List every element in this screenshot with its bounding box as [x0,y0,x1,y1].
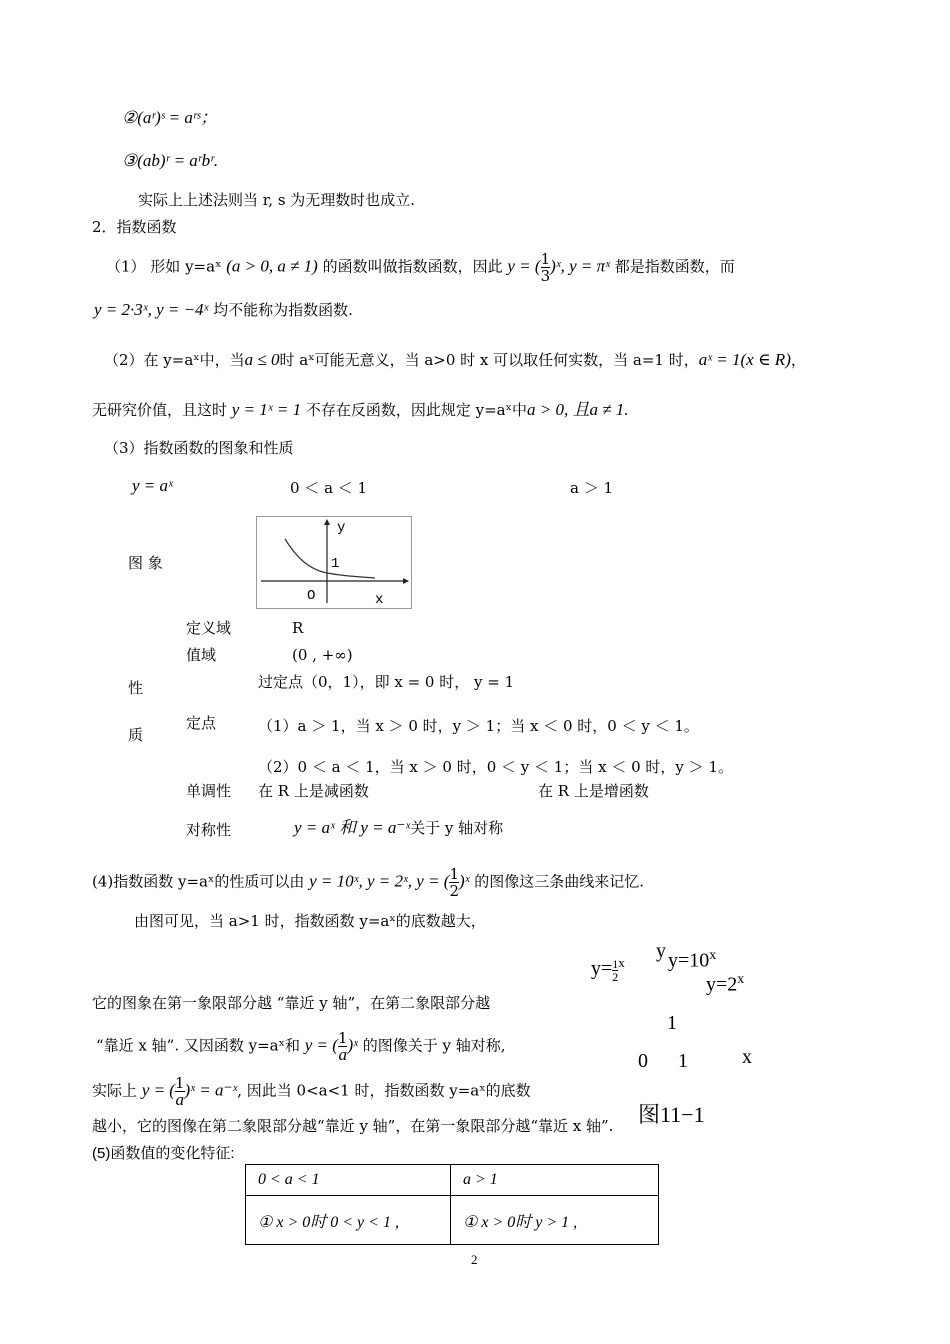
para-1-line-1: （1） 形如 y=aˣ (a > 0, a ≠ 1) 的函数叫做指数函数，因此 y = ( $\frac{1}{3}$ )ˣ, y = πˣ 都是指数函数，而 [106,250,735,285]
sec4-line-6: 越小，它的图像在第二象限部分越“靠近 y 轴”，在第一象限部分越“靠近 x 轴”. [92,1117,614,1135]
fig-label-half: y= $\frac{1}{2}$ $^x$ [591,955,625,984]
fig-label-one-x: 1 [678,1050,688,1072]
prop-header-c2: a ＞ 1 [570,479,614,497]
range-value: (0 , +∞) [292,646,353,664]
table-header-c1: 0 < a < 1 [246,1165,451,1196]
rule-note: 实际上上述法则当 r, s 为无理数时也成立. [138,191,416,209]
graph-x-label: x [375,592,384,608]
decay-graph-svg [257,517,411,608]
graph-image [256,516,412,609]
mono-c1: 在 R 上是减函数 [258,782,369,800]
domain-value: R [292,619,304,637]
fig-caption: 图11−1 [638,1102,705,1127]
sec4-line-3: 它的图象在第一象限部分越 “靠近 y 轴”，在第二象限部分越 [92,994,491,1012]
prop-header-c1: 0 ＜ a ＜ 1 [290,479,368,497]
prop-header-func: y = aˣ [132,476,173,495]
page-number: 2 [471,1252,478,1267]
fig-label-x: x [742,1046,752,1068]
sec5-heading: (5)函数值的变化特征: [92,1145,235,1162]
fig-label-one: 1 [667,1012,677,1034]
sec4-line-5: 实际上 y = ( $\frac{1}{a}$ )ˣ = a⁻ˣ, 因此当 0<a<1 时，指数函数 y=aˣ的底数 [92,1074,531,1109]
para-1-line-2: y = 2·3ˣ, y = −4ˣ 均不能称为指数函数. [94,300,353,319]
fig-label-y: y [656,940,666,962]
prop-label-1: 性 [128,679,144,697]
rule-3: ③(ab)ʳ = aʳbʳ. [122,151,219,170]
fig-label-2x: $y=2^x$ [706,972,745,996]
value-change-table [245,1164,659,1245]
graph-label: 图 象 [128,554,163,572]
graph-y-label: y [337,520,346,536]
table-cell-r1c1: ① x > 0时 0 < y < 1 , [246,1196,451,1245]
section-2-heading: 2．指数函数 [92,218,177,236]
sec4-line-4: “靠近 x 轴”. 又因函数 y=aˣ和 y = ( $\frac{1}{a}$ )ˣ 的图像关于 y 轴对称, [96,1029,506,1064]
mono-c2: 在 R 上是增函数 [538,782,649,800]
fixed-label: 定点 [186,714,217,732]
fig-label-10x: $y=10^x$ [668,948,717,972]
sym-row: y = aˣ 和 y = a⁻ˣ关于 y 轴对称 [294,818,504,837]
fixed-point-text: 过定点（0，1），即 x = 0 时， y = 1 [258,673,515,691]
sec4-line-1: (4)指数函数 y=aˣ的性质可以由 y = 10ˣ, y = 2ˣ, y = ( $\frac{1}{2}$ )ˣ 的图像这三条曲线来记忆. [92,865,645,900]
table-row [246,1196,659,1245]
fig-label-zero: 0 [638,1050,648,1072]
para-2-line-1: （2）在 y=aˣ中，当a ≤ 0时 aˣ可能无意义，当 a>0 时 x 可以取任何实数，当 a=1 时，aˣ = 1(x ∈ R)， [104,350,806,369]
mono-label: 单调性 [186,782,232,800]
table-cell-r1c2: ① x > 0时 y > 1 , [451,1196,659,1245]
rule-2: ②(aʳ)ˢ = aʳˢ； [122,108,218,127]
para-3: （3）指数函数的图象和性质 [104,439,294,457]
sym-label: 对称性 [186,821,232,839]
domain-label: 定义域 [186,619,232,637]
para-2-line-2: 无研究价值，且这时 y = 1ˣ = 1 不存在反函数，因此规定 y=aˣ中a > 0, 且a ≠ 1. [92,400,629,419]
graph-origin-label: O [307,588,316,604]
table-row [246,1165,659,1196]
prop-label-2: 质 [128,726,144,744]
fixed-case-2: （2）0 ＜ a ＜ 1，当 x ＞ 0 时，0 ＜ y ＜ 1；当 x ＜ 0 时，y ＞ 1。 [258,758,733,776]
sec4-line-2: 由图可见，当 a>1 时，指数函数 y=aˣ的底数越大， [134,912,486,930]
table-header-c2: a > 1 [451,1165,659,1196]
range-label: 值域 [186,646,217,664]
fraction-one-third: $\frac{1}{3}$ [540,250,551,285]
graph-one-label: 1 [331,556,340,572]
fixed-case-1: （1）a ＞ 1，当 x ＞ 0 时，y ＞ 1；当 x ＜ 0 时，0 ＜ y ＜ 1。 [258,717,699,735]
